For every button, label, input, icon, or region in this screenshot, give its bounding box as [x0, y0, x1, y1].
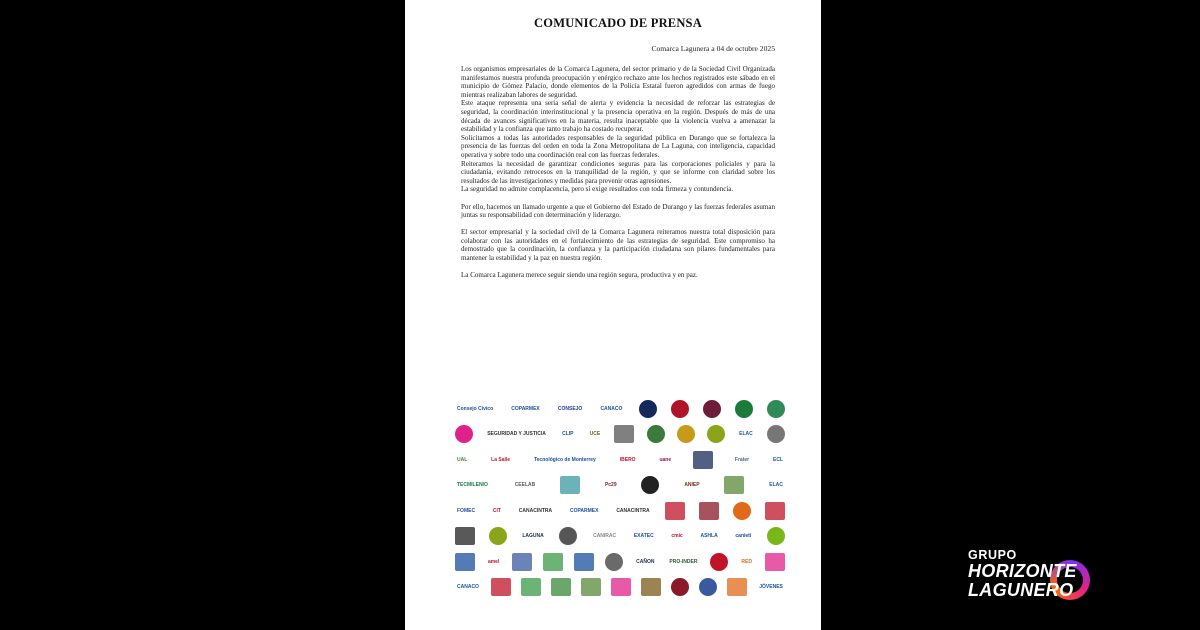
organization-logo	[703, 400, 721, 418]
organization-logo: uane	[659, 456, 672, 463]
organization-logo: ECL	[773, 456, 783, 463]
organization-logo	[727, 578, 747, 596]
organization-logo	[560, 476, 580, 494]
organization-logo	[641, 578, 661, 596]
organization-logo	[455, 553, 475, 571]
organization-logo: FOMEC	[457, 507, 476, 514]
organization-logo: CANACINTRA	[616, 507, 650, 514]
organization-logo: canieti	[735, 533, 752, 540]
organization-logo	[641, 476, 659, 494]
organization-logo	[699, 578, 717, 596]
document-date: Comarca Lagunera a 04 de octubre 2025	[651, 44, 775, 53]
organization-logo: CONSEJO	[557, 405, 583, 412]
brand-line-1: HORIZONTE	[968, 561, 1077, 581]
logo-row	[455, 473, 785, 499]
organization-logo	[767, 527, 785, 545]
logo-row	[455, 396, 785, 422]
logo-row	[455, 498, 785, 524]
organization-logo	[581, 578, 601, 596]
organization-logo	[665, 502, 685, 520]
document-body	[461, 65, 775, 280]
organization-logo: SEGURIDAD Y JUSTICIA	[487, 431, 546, 438]
logo-row	[455, 549, 785, 575]
organization-logo	[647, 425, 665, 443]
paragraph: La Comarca Lagunera merece seguir siendo una región segura, productiva y en paz.	[461, 271, 698, 280]
organization-logo: La Salle	[491, 456, 511, 463]
organization-logo	[521, 578, 541, 596]
organization-logo	[512, 553, 532, 571]
brand-line-2: LAGUNERO	[968, 580, 1074, 600]
organization-logo: COPARMEX	[511, 405, 540, 412]
organization-logo: Pc29	[604, 482, 617, 489]
organization-logo: CEELAB	[514, 482, 536, 489]
organization-logo	[605, 553, 623, 571]
organization-logo	[614, 425, 634, 443]
paragraph: La seguridad no admite complacencia, pero sí exige resultados con toda firmeza y contundencia.	[461, 185, 734, 194]
organization-logo: ANIEP	[684, 482, 700, 489]
logo-row	[455, 447, 785, 473]
organization-logo: ELAC	[739, 431, 753, 438]
logo-row	[455, 422, 785, 448]
organization-logo	[677, 425, 695, 443]
organization-logo	[733, 502, 751, 520]
organization-logo: CAÑON	[636, 558, 655, 565]
organization-logo	[699, 502, 719, 520]
organization-logo	[724, 476, 744, 494]
organization-logo	[455, 527, 475, 545]
organization-logo: CANIRAC	[593, 533, 617, 540]
organization-logo: Consejo Cívico	[457, 405, 494, 412]
paragraph: Por ello, hacemos un llamado urgente a que el Gobierno del Estado de Durango y las fuerzas federales asuman juntas su responsabilidad con determinación y liderazgo.	[461, 202, 775, 220]
organization-logo: CLIP	[562, 431, 574, 438]
organization-logo	[767, 400, 785, 418]
organization-logo: ELAC	[769, 482, 783, 489]
organization-logo	[765, 502, 785, 520]
organization-logo: JÓVENES	[759, 584, 783, 591]
organization-logo	[671, 578, 689, 596]
paragraph: Los organismos empresariales de la Comarca Lagunera, del sector primario y de la Sociedad Civil Organizada manifestamos nuestra profunda preocupación y enérgico rechazo ante los hechos registrados este sábado en el municipio de Gómez Palacio, donde elementos de la Policía Estatal fueron agredidos con armas de fuego mientras realizaban labores de seguridad.	[461, 65, 775, 99]
organization-logo: UAL	[457, 456, 468, 463]
signatory-logos-grid	[455, 396, 785, 622]
organization-logo	[543, 553, 563, 571]
organization-logo: amel	[487, 558, 500, 565]
paragraph: Este ataque representa una seria señal de alerta y evidencia la necesidad de reforzar las estrategias de seguridad, la coordinación interinstitucional y la presencia operativa en la región. Después de más de una década de avances significativos en la materia, resulta inaceptable que la violencia vuelva a amenazar la estabilidad y la confianza que tanto trabajo ha costado recuperar.	[461, 99, 775, 134]
organization-logo: Tecnológico de Monterrey	[533, 456, 596, 463]
organization-logo: COPARMEX	[569, 507, 599, 514]
logo-row	[455, 524, 785, 550]
organization-logo	[611, 578, 631, 596]
organization-logo	[707, 425, 725, 443]
brand-watermark	[968, 548, 1178, 608]
organization-logo: CIT	[492, 507, 501, 514]
organization-logo: EXATEC	[633, 533, 654, 540]
organization-logo	[693, 451, 713, 469]
organization-logo: TECMILENIO	[457, 482, 488, 489]
logo-row	[455, 575, 785, 601]
brand-top-text: GRUPO	[968, 548, 1017, 562]
organization-logo	[551, 578, 571, 596]
organization-logo: UCE	[589, 431, 601, 438]
organization-logo	[639, 400, 657, 418]
organization-logo	[489, 527, 507, 545]
organization-logo: CANACO	[457, 584, 479, 591]
organization-logo: PRO-INDER	[669, 558, 698, 565]
organization-logo: CANACO	[600, 405, 623, 412]
organization-logo	[710, 553, 728, 571]
document-title: COMUNICADO DE PRENSA	[534, 16, 702, 30]
organization-logo: RED	[741, 558, 752, 565]
press-release-page	[405, 0, 821, 630]
organization-logo: Frater	[734, 456, 750, 463]
organization-logo: IBERO	[619, 456, 636, 463]
organization-logo: cmic	[671, 533, 683, 540]
organization-logo	[671, 400, 689, 418]
paragraph: Solicitamos a todas las autoridades responsables de la seguridad pública en Durango que se fortalezca la presencia de las fuerzas del orden en toda la Zona Metropolitana de La Laguna, con inteligencia, capacidad operativa y sobre todo una coordinación real con las fuerzas federales.	[461, 133, 775, 159]
organization-logo	[491, 578, 511, 596]
paragraph: Reiteramos la necesidad de garantizar condiciones seguras para las corporaciones policiales y para la ciudadanía, evitando retrocesos en la tranquilidad de la región, y que se informe con claridad sobre los resultados de las investigaciones y medidas para prevenir otras agresiones.	[461, 159, 775, 185]
organization-logo: LAGUNA	[522, 533, 544, 540]
paragraph: El sector empresarial y la sociedad civil de la Comarca Lagunera reiteramos nuestra total disposición para colaborar con las autoridades en el fortalecimiento de las estrategias de seguridad. Este compromiso ha demostrado que la coordinación, la confianza y la participación ciudadana son pilares fundamentales para mantener la estabilidad y la paz en nuestra región.	[461, 228, 775, 263]
organization-logo	[455, 425, 473, 443]
organization-logo: ASHLA	[700, 533, 718, 540]
organization-logo	[735, 400, 753, 418]
organization-logo	[765, 553, 785, 571]
organization-logo	[559, 527, 577, 545]
organization-logo	[767, 425, 785, 443]
organization-logo: CANACINTRA	[518, 507, 553, 514]
organization-logo	[574, 553, 594, 571]
